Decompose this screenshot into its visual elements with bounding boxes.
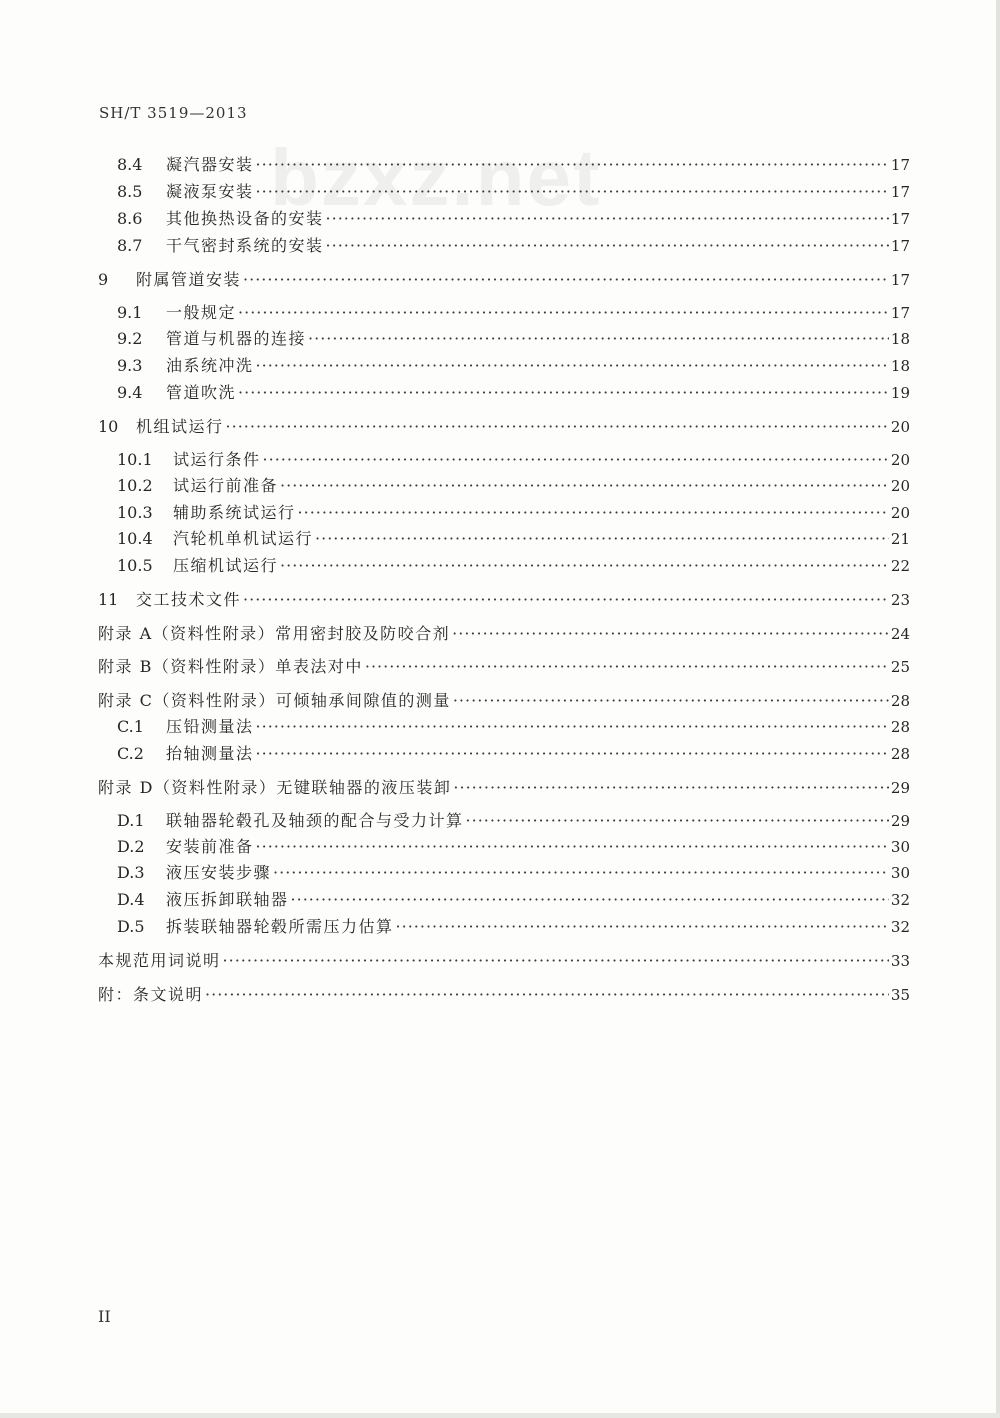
toc-entry-page: 32: [890, 891, 910, 909]
toc-dot-leader: [452, 624, 889, 644]
toc-entry-page: 20: [890, 418, 910, 436]
toc-entry-title: 凝液泵安装: [166, 182, 254, 201]
toc-entry-number: 9.2: [117, 329, 143, 348]
toc-dot-leader: [315, 529, 889, 549]
toc-entry-number: 10.1: [117, 450, 153, 469]
toc-dot-leader: [291, 890, 889, 910]
toc-entry-page: 17: [890, 304, 910, 322]
toc-dot-leader: [326, 209, 889, 229]
toc-entry-page: 32: [890, 918, 910, 936]
toc-entry-number: 10: [98, 417, 119, 436]
toc-entry-number: 8.6: [117, 209, 143, 228]
toc-entry-page: 28: [890, 718, 910, 736]
toc-dot-leader: [273, 863, 889, 883]
toc-entry: [117, 350, 910, 376]
toc-dot-leader: [256, 356, 889, 376]
toc-entry-page: 23: [890, 591, 910, 609]
toc-entry: [117, 550, 910, 576]
page-edge: [996, 0, 1000, 1418]
toc-entry-page: 20: [890, 504, 910, 522]
toc-dot-leader: [223, 951, 889, 971]
toc-entry-page: 17: [890, 156, 910, 174]
toc-dot-leader: [256, 182, 889, 202]
page-bottom-edge: [0, 1413, 1000, 1418]
watermark: bzxz.net: [270, 133, 602, 222]
toc-entry-page: 20: [890, 477, 910, 495]
toc-entry-page: 18: [890, 357, 910, 375]
toc-entry: [117, 831, 910, 857]
toc-entry-number: D.4: [117, 890, 145, 909]
toc-entry-page: 35: [890, 986, 910, 1004]
toc-entry-title: 干气密封系统的安装: [166, 236, 324, 255]
toc-entry-title: 辅助系统试运行: [173, 503, 296, 522]
toc-dot-leader: [256, 155, 889, 175]
toc-dot-leader: [256, 744, 889, 764]
toc-entry-page: 29: [890, 779, 910, 797]
toc-dot-leader: [453, 691, 889, 711]
toc-entry: [98, 264, 910, 290]
toc-entry-page: 21: [890, 530, 910, 548]
toc-entry-number: 10.3: [117, 503, 153, 522]
toc-entry-number: D.3: [117, 863, 145, 882]
toc-entry-title: 联轴器轮毂孔及轴颈的配合与受力计算: [166, 811, 464, 830]
toc-entry-title: 附：条文说明: [98, 985, 204, 1004]
document-code-header: SH/T 3519—2013: [99, 104, 248, 122]
toc-entry-title: 液压安装步骤: [166, 863, 272, 882]
toc-entry: [98, 584, 910, 610]
toc-entry: [117, 497, 910, 523]
toc-entry-page: 17: [890, 210, 910, 228]
toc-entry: [117, 911, 910, 937]
toc-dot-leader: [226, 417, 889, 437]
toc-entry-title: 附录 B（资料性附录）单表法对中: [98, 657, 363, 676]
toc-dot-leader: [466, 811, 889, 831]
toc-entry-title: 附属管道安装: [136, 270, 242, 289]
toc-entry-page: 22: [890, 557, 910, 575]
toc-entry-page: 17: [890, 183, 910, 201]
toc-entry: [98, 772, 910, 798]
toc-entry: [117, 377, 910, 403]
toc-entry-page: 20: [890, 451, 910, 469]
toc-dot-leader: [243, 590, 889, 610]
toc-entry: [117, 444, 910, 470]
toc-entry-number: 10.5: [117, 556, 153, 575]
toc-entry-number: 9: [98, 270, 109, 289]
toc-entry: [117, 523, 910, 549]
toc-entry-page: 17: [890, 271, 910, 289]
toc-dot-leader: [280, 556, 889, 576]
toc-entry-number: 8.4: [117, 155, 143, 174]
toc-entry-page: 28: [890, 692, 910, 710]
toc-entry-number: C.1: [117, 717, 144, 736]
toc-entry: [98, 979, 910, 1005]
toc-dot-leader: [256, 837, 889, 857]
toc-entry-number: D.5: [117, 917, 145, 936]
toc-entry-title: 其他换热设备的安装: [166, 209, 324, 228]
toc-entry-title: 抬轴测量法: [166, 744, 254, 763]
toc-entry: [117, 884, 910, 910]
toc-entry-title: 一般规定: [166, 303, 237, 322]
toc-entry-page: 30: [890, 864, 910, 882]
toc-dot-leader: [308, 329, 889, 349]
toc-entry-number: D.2: [117, 837, 145, 856]
toc-entry-number: 10.4: [117, 529, 153, 548]
toc-entry: [98, 685, 910, 711]
toc-entry: [98, 618, 910, 644]
toc-entry-title: 管道吹洗: [166, 383, 237, 402]
toc-entry-title: 液压拆卸联轴器: [166, 890, 289, 909]
toc-dot-leader: [365, 657, 889, 677]
toc-dot-leader: [298, 503, 889, 523]
toc-entry-number: 8.7: [117, 236, 143, 255]
toc-entry-title: 交工技术文件: [136, 590, 242, 609]
toc-entry-number: 10.2: [117, 476, 153, 495]
toc-entry-number: C.2: [117, 744, 144, 763]
toc-entry-title: 试运行条件: [173, 450, 261, 469]
toc-entry-title: 汽轮机单机试运行: [173, 529, 314, 548]
toc-entry: [117, 711, 910, 737]
page-number: II: [98, 1307, 111, 1326]
toc-entry-number: D.1: [117, 811, 145, 830]
toc-entry-number: 11: [98, 590, 119, 609]
toc-dot-leader: [238, 303, 889, 323]
toc-entry: [117, 203, 910, 229]
toc-entry-title: 压缩机试运行: [173, 556, 279, 575]
toc-entry: [117, 323, 910, 349]
toc-entry-number: 9.1: [117, 303, 143, 322]
toc-entry-title: 凝汽器安装: [166, 155, 254, 174]
toc-entry: [117, 230, 910, 256]
toc-entry: [98, 411, 910, 437]
toc-entry: [117, 176, 910, 202]
toc-entry-page: 33: [890, 952, 910, 970]
toc-entry-number: 8.5: [117, 182, 143, 201]
toc-dot-leader: [256, 717, 889, 737]
toc-entry-page: 24: [890, 625, 910, 643]
toc-entry-number: 9.3: [117, 356, 143, 375]
toc-entry-title: 机组试运行: [136, 417, 224, 436]
toc-entry-title: 油系统冲洗: [166, 356, 254, 375]
toc-entry: [117, 805, 910, 831]
toc-entry-title: 安装前准备: [166, 837, 254, 856]
toc-entry-page: 28: [890, 745, 910, 763]
toc-dot-leader: [243, 270, 889, 290]
toc-entry: [117, 738, 910, 764]
toc-entry: [117, 470, 910, 496]
toc-entry-number: 9.4: [117, 383, 143, 402]
toc-entry-title: 附录 C（资料性附录）可倾轴承间隙值的测量: [98, 691, 451, 710]
toc-entry-title: 管道与机器的连接: [166, 329, 307, 348]
toc-entry-title: 附录 D（资料性附录）无键联轴器的液压装卸: [98, 778, 452, 797]
toc-dot-leader: [326, 236, 889, 256]
toc-entry-page: 25: [890, 658, 910, 676]
toc-dot-leader: [396, 917, 889, 937]
toc-entry-title: 试运行前准备: [173, 476, 279, 495]
toc-entry: [98, 945, 910, 971]
toc-entry-page: 19: [890, 384, 910, 402]
toc-entry-page: 30: [890, 838, 910, 856]
toc-entry: [117, 149, 910, 175]
toc-dot-leader: [205, 985, 889, 1005]
toc-entry: [98, 651, 910, 677]
toc-entry-page: 29: [890, 812, 910, 830]
toc-dot-leader: [453, 778, 888, 798]
toc-dot-leader: [263, 450, 889, 470]
toc-entry: [117, 297, 910, 323]
toc-entry-title: 拆装联轴器轮毂所需压力估算: [166, 917, 394, 936]
toc-entry: [117, 857, 910, 883]
toc-entry-page: 17: [890, 237, 910, 255]
toc-entry-title: 附录 A（资料性附录）常用密封胶及防咬合剂: [98, 624, 451, 643]
toc-entry-page: 18: [890, 330, 910, 348]
toc-entry-title: 本规范用词说明: [98, 951, 221, 970]
toc-entry-title: 压铅测量法: [166, 717, 254, 736]
toc-dot-leader: [280, 476, 889, 496]
toc-dot-leader: [238, 383, 889, 403]
